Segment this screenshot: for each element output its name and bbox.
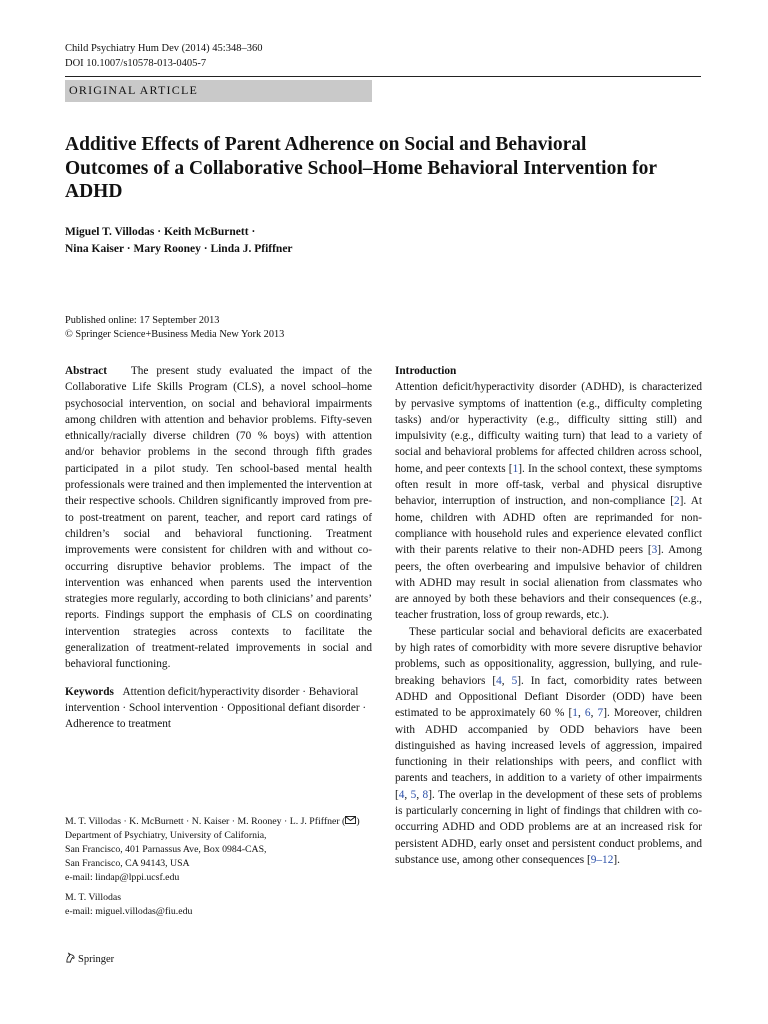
published-date: Published online: 17 September 2013: [65, 315, 220, 326]
affiliation-authors-end: ): [356, 816, 360, 827]
author-line-2: Nina Kaiser · Mary Rooney · Linda J. Pfiffner: [65, 243, 293, 255]
reference-link[interactable]: 6: [584, 707, 591, 720]
affiliation-block-2: [65, 891, 372, 919]
reference-link[interactable]: 3: [651, 544, 658, 557]
introduction-heading: Introduction: [395, 365, 457, 377]
publication-info: [65, 314, 284, 342]
reference-link[interactable]: 8: [422, 788, 429, 801]
intro-p1-text-d: ]. Among peers, the often overbearing and impulsive behavior of children with ADHD may result in social alienation from classmates who are annoyed by both these behaviors and their consequences (e.g., teacher frustration, loss of group rewards, etc.).: [395, 544, 702, 622]
journal-header: [65, 41, 262, 71]
intro-p2-text-a: These particular social and behavioral deficits are exacerbated by high rates of comorbidity with more severe disruptive behavior problems, such as oppositionality, aggression, bullying, and rule-breaking behaviors [: [395, 625, 702, 687]
journal-citation: Child Psychiatry Hum Dev (2014) 45:348–360: [65, 43, 263, 54]
reference-separator: ,: [404, 788, 411, 801]
publisher-footer: [65, 952, 114, 965]
reference-separator: ,: [501, 674, 512, 687]
abstract: [65, 363, 372, 673]
affiliation-address-1: San Francisco, 401 Parnassus Ave, Box 0984-CAS,: [65, 844, 267, 855]
left-column: [65, 363, 372, 733]
intro-p1-text-b: ]. In the school context, these symptoms often result in more off-task, verbal and physical disruptive behavior, interruption of instruction, and non-compliance [: [395, 462, 702, 508]
intro-p2-text-d: ]. The overlap in the development of these sets of problems is particularly concerning in light of findings that children with co-occurring ADHD and ODD problems are at an increased risk for persistent ADHD, early onset and persistent conduct problems, and substance use, among other consequences [: [395, 788, 702, 866]
reference-link[interactable]: 1: [572, 707, 578, 720]
section-banner: [65, 80, 372, 102]
affiliation-name-2: M. T. Villodas: [65, 892, 122, 903]
section-label: ORIGINAL ARTICLE: [69, 83, 199, 97]
reference-link[interactable]: 1: [512, 462, 519, 475]
reference-separator: ,: [590, 707, 598, 720]
affiliation-address-2: San Francisco, CA 94143, USA: [65, 858, 190, 869]
keywords-text: Attention deficit/hyperactivity disorder · Behavioral intervention · School intervention · Oppositional defiant disorder · Adherence to treatment: [65, 685, 367, 731]
reference-separator: ,: [416, 788, 423, 801]
keywords: [65, 684, 372, 733]
reference-link[interactable]: 4: [496, 674, 502, 687]
intro-p1-text-a: Attention deficit/hyperactivity disorder (ADHD), is characterized by pervasive symptoms of inattention (e.g., difficulty completing tasks) and/or hyperactivity (e.g., difficulty sitting still) and impulsivity (e.g., difficulty waiting turn) that lead to a variety of social and behavioral problems for affected children across school, home, and peer contexts [: [395, 381, 702, 475]
springer-horse-icon: [65, 952, 76, 963]
keywords-label: Keywords: [65, 685, 114, 698]
reference-link[interactable]: 5: [511, 674, 518, 687]
intro-p2-text-c: ]. Moreover, children with ADHD accompanied by ODD behaviors have been distinguished as having increased levels of aggression, impaired functioning in their relationships with peers, and conflict with parents and teachers, in addition to a variety of other impairments [: [395, 707, 702, 801]
copyright-notice: © Springer Science+Business Media New York 2013: [65, 329, 285, 340]
publisher-name: Springer: [78, 954, 115, 965]
reference-link[interactable]: 7: [597, 707, 604, 720]
intro-p2-text-e: ].: [613, 853, 620, 866]
author-list: [65, 224, 293, 258]
right-column: [395, 363, 702, 868]
affiliations: [65, 815, 372, 925]
reference-link[interactable]: 9–12: [590, 853, 614, 866]
affiliation-email-1[interactable]: e-mail: lindap@lppi.ucsf.edu: [65, 872, 180, 883]
reference-link[interactable]: 5: [410, 788, 417, 801]
journal-doi: DOI 10.1007/s10578-013-0405-7: [65, 58, 207, 69]
affiliation-dept: Department of Psychiatry, University of California,: [65, 830, 267, 841]
author-line-1: Miguel T. Villodas · Keith McBurnett ·: [65, 226, 256, 238]
affiliation-authors: M. T. Villodas · K. McBurnett · N. Kaiser · M. Rooney · L. J. Pfiffner (: [65, 816, 346, 827]
intro-paragraph-2: [395, 624, 702, 868]
reference-link[interactable]: 4: [398, 788, 405, 801]
affiliation-email-2[interactable]: e-mail: miguel.villodas@fiu.edu: [65, 906, 193, 917]
intro-p1-text-c: ]. At home, children with ADHD often are reprimanded for non-compliance with household rules and experience elevated conflict with their parents relative to their non-ADHD peers [: [395, 495, 702, 557]
affiliation-block-1: [65, 815, 372, 885]
article-title: Additive Effects of Parent Adherence on Social and Behavioral Outcomes of a Collaborative School–Home Behavioral Intervention for ADHD: [65, 134, 657, 202]
reference-separator: ,: [577, 707, 585, 720]
abstract-label: Abstract: [65, 365, 108, 377]
abstract-text: The present study evaluated the impact of the Collaborative Life Skills Program (CLS), a novel school–home psychosocial intervention, on social and behavioral impairments among children with attention and behavior problems. Fifty-seven ethnically/racially diverse children (70 % boys) with attention and/or behavior problems in the second through fifth grades participated in a pilot study. Ten school-based mental health professionals were trained and then implemented the intervention at their respective schools. Children significantly improved from pre- to post-treatment on parent, teacher, and report card ratings of children’s social and behavioral functioning. Treatment improvements were consistent for children with and without co-occurring disruptive behavior problems. The impact of the intervention was enhanced when parents used the intervention strategies more regularly, according to both clinicians’ and parents’ reports. Findings support the emphasis of CLS on coordinating intervention strategies across contexts to facilitate the generalization of treatment-related improvements in social and behavioral functioning.: [65, 365, 372, 671]
header-rule: [65, 76, 701, 77]
intro-paragraph-1: [395, 379, 702, 623]
intro-p2-text-b: ]. In fact, comorbidity rates between ADHD and Oppositional Defiant Disorder (ODD) have been estimated to be approximately 60 % [: [395, 674, 702, 720]
reference-link[interactable]: 2: [674, 495, 680, 508]
envelope-icon: [345, 816, 356, 824]
